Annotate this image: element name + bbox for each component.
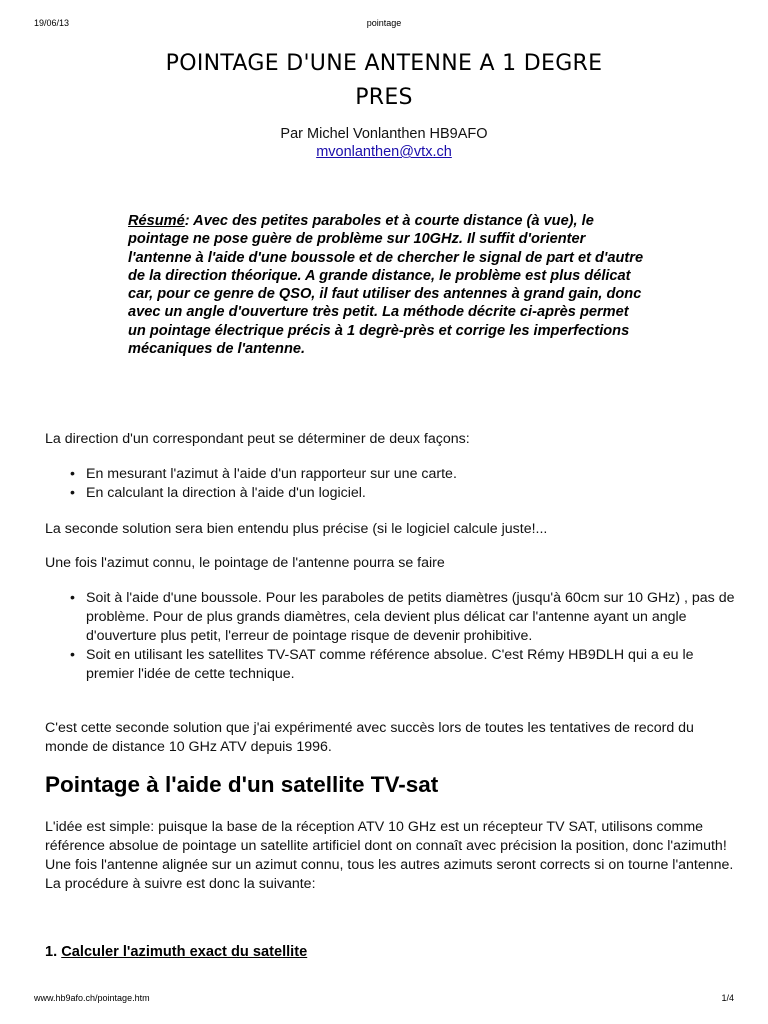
list-item: • Soit à l'aide d'une boussole. Pour les paraboles de petits diamètres (jusqu'à 60cm sur 10 GHz) , pas de problème. Pour de plus grands diamètres, cela devient plus délicat car l'antenne ayant un angle d'ouverture plus petit, l'erreur de pointage risque de devenir prohibitive. — [86, 589, 736, 646]
idea-text: L'idée est simple: puisque la base de la réception ATV 10 GHz est un récepteur TV SAT, utilisons comme référence absolue de pointage un satellite artificiel dont on connaît avec précision la position, donc l'azimuth! Une fois l'antenne alignée sur un azimut connu, tous les autres azimuts seront corrects si on tourne l'antenne. — [45, 819, 734, 873]
author-email-link[interactable]: mvonlanthen@vtx.ch — [316, 144, 452, 160]
title-line-2: PRES — [355, 85, 413, 110]
print-footer-url: www.hb9afo.ch/pointage.htm — [34, 993, 150, 1003]
step-number: 1. — [45, 944, 62, 960]
paragraph-record: C'est cette seconde solution que j'ai expérimenté avec succès lors de toutes les tentatives de record du monde de distance 10 GHz ATV depuis 1996. — [45, 720, 694, 755]
bullet-list-pointing — [86, 589, 736, 684]
print-header-date: 19/06/13 — [34, 18, 70, 28]
resume-paragraph — [128, 212, 648, 358]
resume-text: : Avec des petites paraboles et à courte distance (à vue), le pointage ne pose guère de problème sur 10GHz. Il suffit d'orienter l'antenne à l'aide d'une boussole et de chercher le signal de part et d'autre de la direction théorique. A grande distance, le problème est plus délicat car, pour ce genre de QSO, il faut utiliser des antennes à grand gain, donc avec un angle d'ouverture très petit. La méthode décrite ci-après permet un pointage électrique précis à 1 degrè-près et corrige les imperfections mécaniques de l'antenne. — [128, 213, 644, 358]
resume-label: Résumé — [128, 213, 185, 229]
print-footer-page: 1/4 — [721, 993, 734, 1003]
list-item: • En calculant la direction à l'aide d'un logiciel. — [86, 484, 736, 503]
procedure-text: La procédure à suivre est donc la suivante: — [45, 876, 316, 892]
document-title — [0, 47, 768, 115]
bullet-list-methods — [86, 465, 736, 503]
step-heading — [45, 944, 307, 960]
paragraph-idea — [45, 818, 735, 894]
step-title: Calculer l'azimuth exact du satellite — [61, 944, 308, 960]
author-name: Par Michel Vonlanthen HB9AFO — [280, 126, 488, 142]
list-item: • Soit en utilisant les satellites TV-SAT comme référence absolue. C'est Rémy HB9DLH qui a eu le premier l'idée de cette technique. — [86, 646, 736, 684]
paragraph-second-solution: La seconde solution sera bien entendu plus précise (si le logiciel calcule juste!... — [45, 521, 548, 537]
list-item: • En mesurant l'azimut à l'aide d'un rapporteur sur une carte. — [86, 465, 736, 484]
section-heading: Pointage à l'aide d'un satellite TV-sat — [45, 772, 439, 797]
author-block — [0, 125, 768, 161]
paragraph-azimut-known: Une fois l'azimut connu, le pointage de l'antenne pourra se faire — [45, 555, 445, 571]
print-header-title: pointage — [366, 18, 402, 28]
paragraph-direction: La direction d'un correspondant peut se déterminer de deux façons: — [45, 431, 470, 447]
title-line-1: POINTAGE D'UNE ANTENNE A 1 DEGRE — [165, 51, 603, 76]
